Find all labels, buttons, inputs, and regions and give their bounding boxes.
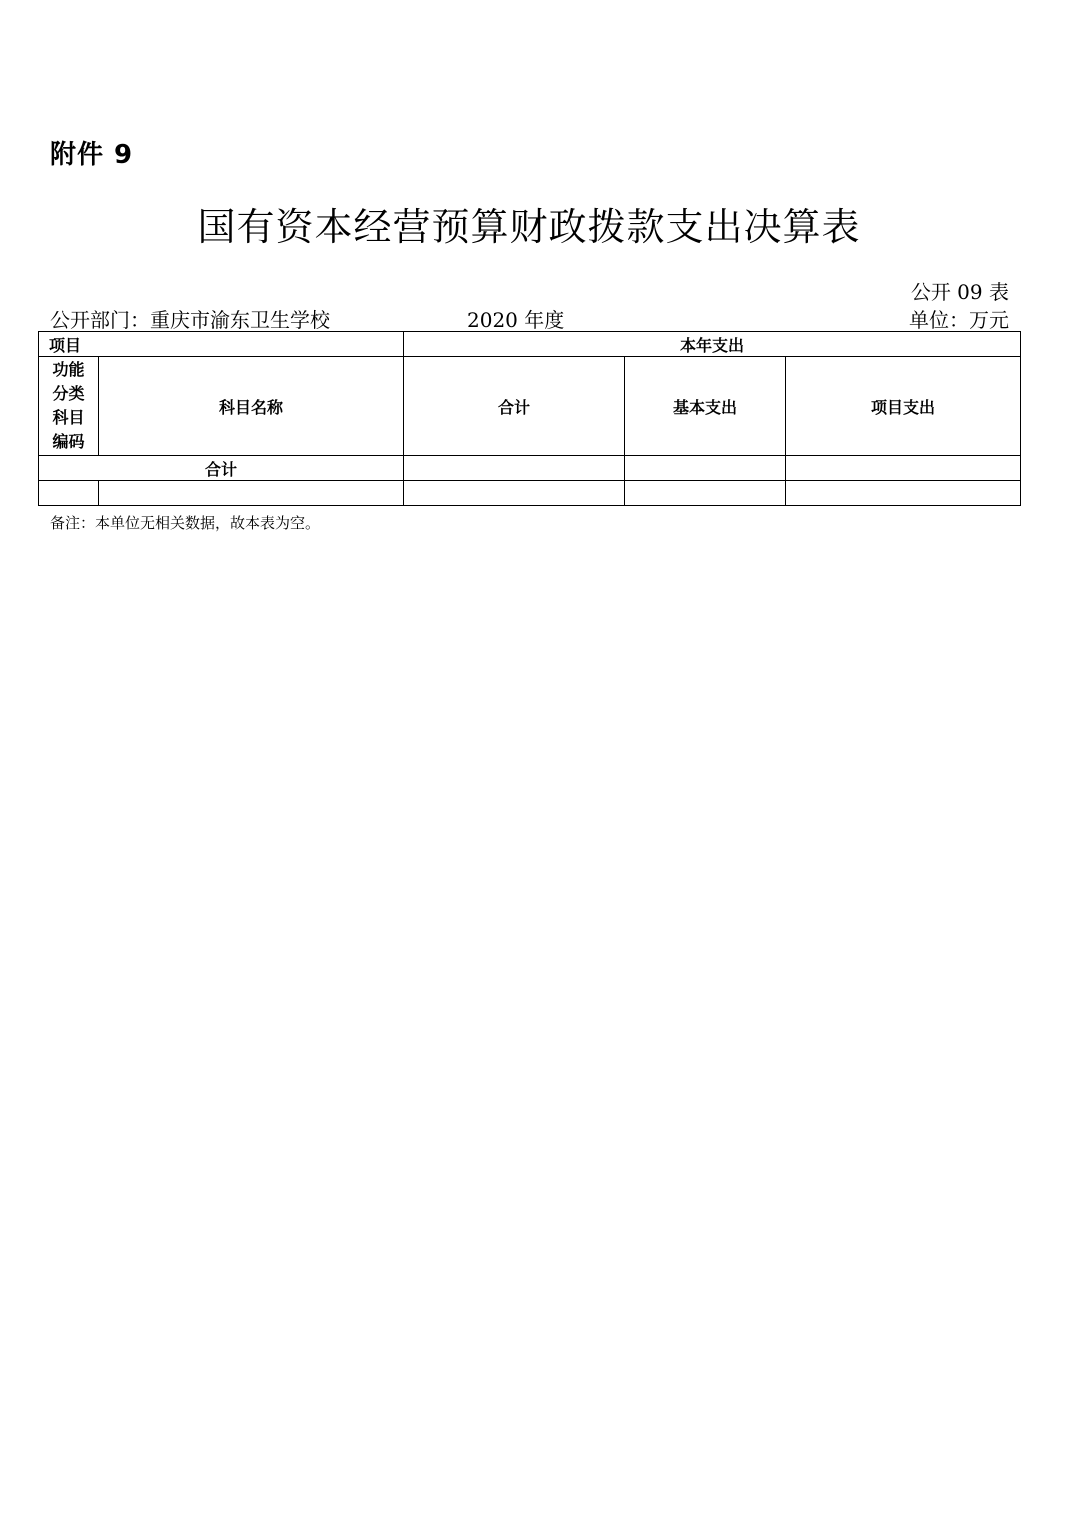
table-row xyxy=(39,481,1021,506)
header-total: 合计 xyxy=(404,357,625,456)
header-function-code xyxy=(39,357,99,456)
total-row-basic xyxy=(625,456,786,481)
unit-label: 单位：万元 xyxy=(909,308,1009,332)
row-subject-name xyxy=(99,481,404,506)
header-current-year-expenditure: 本年支出 xyxy=(404,332,1021,357)
header-function-code-line: 分类 xyxy=(52,384,85,403)
report-meta xyxy=(50,304,1009,332)
footnote: 备注：本单位无相关数据，故本表为空。 xyxy=(50,514,321,532)
total-row-total xyxy=(404,456,625,481)
table-total-row xyxy=(39,456,1021,481)
header-function-code-line: 科目 xyxy=(52,408,85,427)
total-row-label: 合计 xyxy=(39,456,404,481)
header-subject-name: 科目名称 xyxy=(99,357,404,456)
header-project-expenditure: 项目支出 xyxy=(786,357,1021,456)
budget-table xyxy=(38,331,1021,506)
attachment-label: 附件 9 xyxy=(50,140,134,170)
page-title: 国有资本经营预算财政拨款支出决算表 xyxy=(197,205,861,249)
form-number: 公开 09 表 xyxy=(910,280,1009,304)
department-label: 公开部门：重庆市渝东卫生学校 xyxy=(50,308,330,332)
header-function-code-line: 功能 xyxy=(52,360,85,379)
row-total xyxy=(404,481,625,506)
total-row-project xyxy=(786,456,1021,481)
header-project: 项目 xyxy=(39,332,404,357)
fiscal-year: 2020 年度 xyxy=(467,308,565,332)
header-function-code-line: 编码 xyxy=(52,432,85,451)
row-basic xyxy=(625,481,786,506)
row-code xyxy=(39,481,99,506)
header-basic-expenditure: 基本支出 xyxy=(625,357,786,456)
table-subheader-row xyxy=(39,357,1021,456)
row-project xyxy=(786,481,1021,506)
table-header-row xyxy=(39,332,1021,357)
